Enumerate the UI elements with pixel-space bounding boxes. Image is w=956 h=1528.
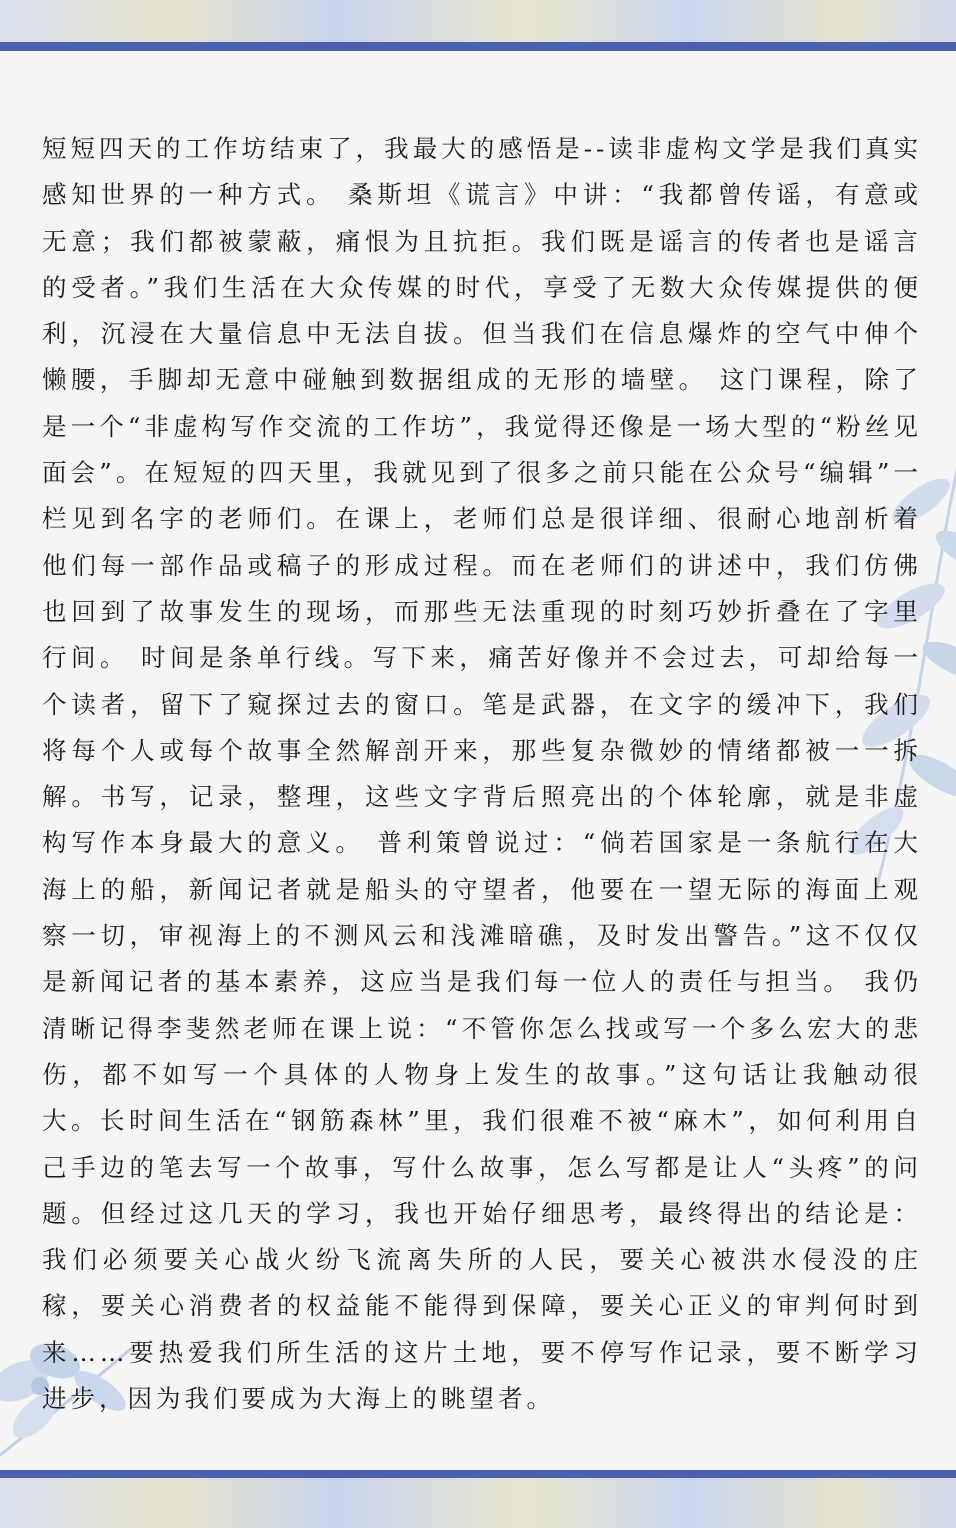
article-body: 短短四天的工作坊结束了，我最大的感悟是--读非虚构文学是我们真实感知世界的一种方式。 桑斯坦《谎言》中讲：“我都曾传谣，有意或无意；我们都被蒙蔽，痛恨为且抗拒。我们既是谣言的传者也是谣言的受者。”我们生活在大众传媒的时代，享受了无数大众传媒提供的便利，沉浸在大量信息中无法自拔。但当我们在信息爆炸的空气中伸个懒腰，手脚却无意中碰触到数据组成的无形的墙壁。 这门课程，除了是一个“非虚构写作交流的工作坊”，我觉得还像是一场大型的“粉丝见面会”。在短短的四天里，我就见到了很多之前只能在公众号“编辑”一栏见到名字的老师们。在课上，老师们总是很详细、很耐心地剖析着他们每一部作品或稿子的形成过程。而在老师们的讲述中，我们仿佛也回到了故事发生的现场，而那些无法重现的时刻巧妙折叠在了字里行间。 时间是条单行线。写下来，痛苦好像并不会过去，可却给每一个读者，留下了窥探过去的窗口。笔是武器，在文字的缓冲下，我们将每个人或每个故事全然解剖开来，那些复杂微妙的情绪都被一一拆解。书写，记录，整理，这些文字背后照亮出的个体轮廓，就是非虚构写作本身最大的意义。 普利策曾说过：“倘若国家是一条航行在大海上的船，新闻记者就是船头的守望者，他要在一望无际的海面上观察一切，审视海上的不测风云和浅滩暗礁，及时发出警告。”这不仅仅是新闻记者的基本素养，这应当是我们每一位人的责任与担当。 我仍清晰记得李斐然老师在课上说：“不管你怎么找或写一个多么宏大的悲伤，都不如写一个具体的人物身上发生的故事。”这句话让我触动很大。长时间生活在“钢筋森林”里，我们很难不被“麻木”，如何利用自己手边的笔去写一个故事，写什么故事，怎么写都是让人“头疼”的问题。但经过这几天的学习，我也开始仔细思考，最终得出的结论是：我们必须要关心战火纷飞流离失所的人民，要关心被洪水侵没的庄稼，要关心消费者的权益能不能得到保障，要关心正义的审判何时到来……要热爱我们所生活的这片土地，要不停写作记录，要不断学习进步，因为我们要成为大海上的眺望者。 (42, 134, 922, 1414)
top-watercolor-border (0, 0, 956, 42)
bottom-watercolor-border (0, 1478, 956, 1528)
top-blue-band (0, 42, 956, 51)
